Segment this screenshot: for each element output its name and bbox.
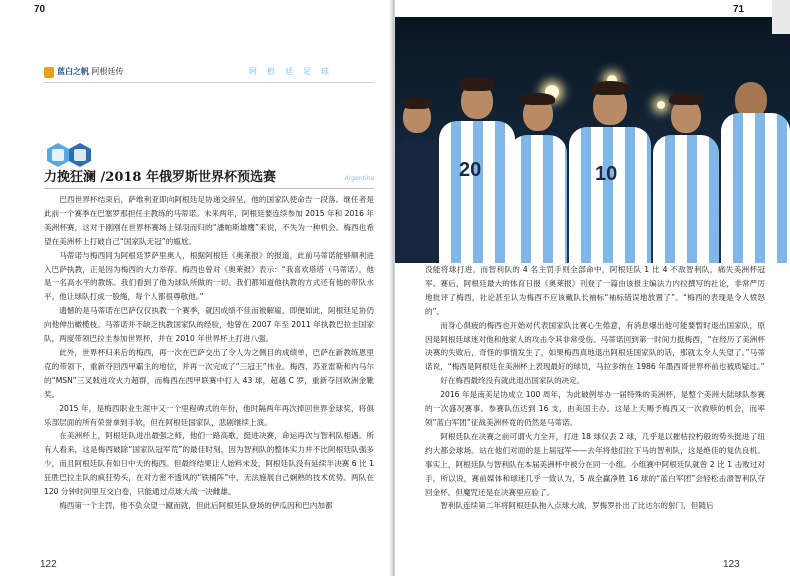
- player-figure: [717, 48, 790, 263]
- trophy-badge-icon: [47, 143, 69, 167]
- left-text-column: [44, 193, 374, 565]
- article-title: 力挽狂澜 /2018 年俄罗斯世界杯预选赛: [44, 170, 276, 185]
- category-label: 阿根廷足球: [249, 67, 339, 76]
- jersey-number: 20: [459, 159, 482, 181]
- left-top-page-number: 70: [34, 4, 46, 15]
- paragraph: 智利队连续第二年将阿根廷队拖入点球大战，罗梅罗扑出了比达尔的射门，但随后: [440, 501, 714, 511]
- paragraph: 巴西世界杯结束后，萨维利亚即向阿根廷足协递交辞呈，他的国家队使命告一段落。继任者是此前一个赛季在巴塞罗那担任主教练的马蒂诺。未来两年，阿根廷要连续参加 2015 年和 2016 年美洲杯赛，这对于刚刚在世界杯赛场上铩羽而归的“潘帕斯雄鹰”来说，不失为一种机会。梅西也希望在美洲杯上打破自己“国家队无冠”的尴尬。: [44, 195, 374, 246]
- shield-badge-icon: [69, 143, 91, 167]
- book-title: [57, 66, 124, 77]
- left-bottom-page-number: 122: [40, 559, 57, 570]
- right-top-page-number: 71: [733, 4, 745, 15]
- paragraph: 此外，世界杯归来后的梅西，再一次在巴萨交出了令人为之侧目的成绩单，巴萨在新教练恩里克的带领下，重新夺回西甲霸主的地位，并再一次完成了“三冠王”伟业。梅西、苏亚雷斯和内马尔的“MSN”三叉戟进攻火力超群，而梅西在西甲联赛中打入 43 球，超越 C 罗，重新夺回欧洲金靴奖。: [44, 347, 374, 399]
- article-title-bar: [44, 170, 374, 189]
- paragraph: 2016 年是南美足协成立 100 周年，为此破例举办一届特殊的美洲杯，是整个美洲大陆球队参赛的一次盛况赛事。参赛队伍达到 16 支，由美国主办。这是上天赐予梅西又一次救赎的机会，而率领“蓝白军团”征战美洲杯竟的仍然是马蒂诺。: [425, 390, 765, 427]
- jersey-number: 10: [595, 163, 618, 185]
- paragraph: 2015 年，是梅西职业生涯中又一个里程碑式的年份，他时隔两年再次捧回世界金球奖，将俱乐部层面的所有荣誉拿到手软，但在阿根廷国家队，悲剧继续上演。: [44, 403, 374, 427]
- left-page: [0, 0, 393, 576]
- book-logo-icon: [44, 67, 54, 78]
- book-title-rest: 阿根廷传: [89, 67, 124, 76]
- player-figure: [437, 63, 517, 263]
- player-figure: [507, 87, 569, 263]
- paragraph: 没能将球打进，而智利队的 4 名主罚手则全部命中，阿根廷队 1 比 4 不敌智利队，痛失美洲杯冠军。赛后，阿根廷最大的体育日报《奥莱报》刊登了一篇由该报主编法力内拉撰写的社论，非常严厉地批评了梅西，社论甚至认为梅西不应该戴队长袖标“袖标错误地放置了”。“梅西的表现是令人愤怒的”。: [425, 265, 765, 316]
- running-header: [44, 66, 374, 80]
- paragraph: 阿根廷队在决赛之前可谓火力全开，打进 18 球仅丢 2 球，几乎是以摧枯拉朽般的势头挺进了纽约大都会球场。站在他们对面的是上届冠军——去年将他们拉下马的智利队，这是绝佳的复仇良机。事实上，阿根廷队与智利队在本届美洲杯中被分在同一小组。小组赛中阿根廷队就曾 2 比 1 击败过对手，所以说，赛前媒体和球迷几乎一致认为，5 战全赢净胜 16 球的“蓝白军团”会轻松击溃智利队夺回金杯。但魔咒还是在决赛里应验了。: [425, 431, 765, 497]
- article-title-english: Argentina: [344, 175, 374, 182]
- player-figure: [565, 73, 655, 263]
- paragraph: 好在梅西最终没有就此退出国家队的决定。: [440, 376, 585, 386]
- paragraph: 遗憾的是马蒂诺在巴萨仅仅执教一个赛季，就因成绩不佳而被解雇，即便如此，阿根廷足协仍向他伸出橄榄枝。马蒂诺并不缺乏执教国家队的经验，他曾在 2007 年至 2011 年执教巴拉圭国家队，两度带领巴拉圭参加世界杯，并在 2010 年世界杯上打进八强。: [44, 306, 374, 344]
- paragraph: 梅西第一个主罚，他不负众望一蹴而就，但此后阿根廷队登场的伊瓜因和巴内加都: [59, 500, 333, 510]
- paragraph: 在美洲杯上，阿根廷队进出最强之师，他们一路高歌，挺进决赛，命运再次与智利队相遇。所有人看来，这是梅西破除“国家队冠军荒”的最佳时刻，因为智利队的整体实力并不比阿根廷队强多少，而且阿根廷队有如日中天的梅西。但最终结果让人始料未及，阿根廷队没有延续半决赛 6 比 1 狂胜巴拉圭队的疯狂势头，在对方密不透风的“铁桶阵”中，无法施展自己娴熟的技术优势。两队在 120 分钟时间里互交白卷，只能通过点球大战一决雌雄。: [44, 431, 374, 497]
- player-figure: [651, 85, 721, 263]
- right-text-column: [425, 263, 765, 563]
- paragraph: 而身心俱疲的梅西也开始对代表国家队比赛心生倦意，有消息爆出他可能要暂时退出国家队，原因是阿根廷球迷对他和他家人的攻击令其非常受伤。马蒂诺回到第一时间力挺梅西，“在经历了美洲杯决赛的失败后，奇怪的事情发生了，如果梅西真地退出阿根廷国家队的话，那就太令人失望了。”马蒂诺说，“梅西是阿根廷在美洲杯上表现最好的球员，马拉多纳在 1986 年墨西哥世界杯前也被质疑过。”: [425, 320, 765, 372]
- team-celebration-photo: [395, 17, 790, 263]
- paragraph: 马蒂诺与梅西同为阿根廷罗萨里奥人，根据阿根廷《奥莱报》的报道，此前马蒂诺能够顺利进入巴萨执教，正是因为梅西的大力举荐。梅西也曾对《奥莱报》表示：“我喜欢塔塔（马蒂诺），他是一名高水平的教练。我们看到了他为球队所做的一切。我们都知道他执教的方式还有他的带队水平。他让球队打成一股绳，每个人都很尊敬他。”: [44, 250, 374, 302]
- book-title-bold: 蓝白之帆: [57, 66, 89, 76]
- player-figure: [395, 93, 443, 263]
- header-rule: [44, 82, 374, 83]
- right-page: [395, 0, 790, 576]
- section-badges: [47, 143, 97, 167]
- page-corner: [772, 0, 790, 34]
- right-bottom-page-number: 123: [723, 559, 740, 570]
